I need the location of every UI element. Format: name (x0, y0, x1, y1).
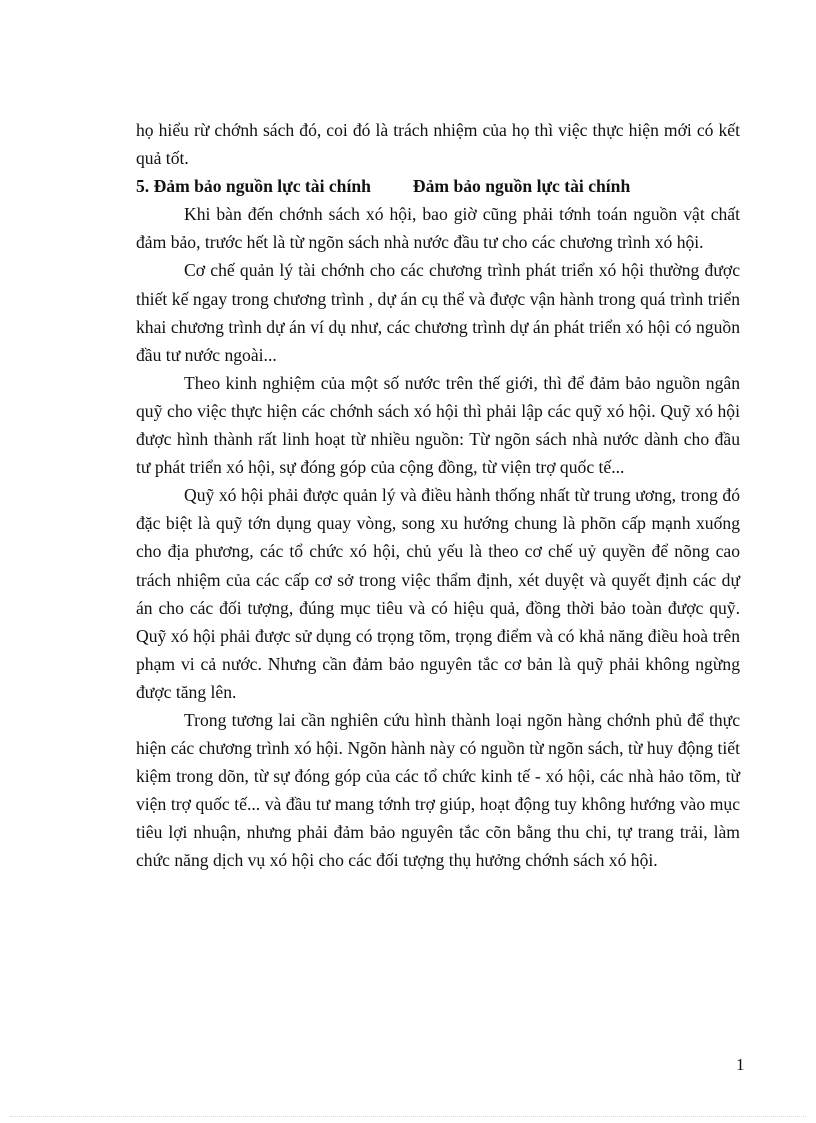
section-heading-right: Đảm bảo nguồn lực tài chính (412, 176, 631, 197)
page-number: 1 (736, 1055, 745, 1074)
paragraph-fund-management: Quỹ xó hội phải được quản lý và điều hành thống nhất từ trung ương, trong đó đặc biệt là quỹ tớn dụng quay vòng, song xu hướng chung là phõn cấp mạnh xuống cho địa phương, các tổ chức xó hội, chủ yếu là theo cơ chế uỷ quyền để nõng cao trách nhiệm của các cấp cơ sở trong việc thẩm định, xét duyệt và quyết định các dự án cho các đối tượng, đúng mục tiêu và có hiệu quả, đồng thời bảo toàn được quỹ. Quỹ xó hội phải được sử dụng có trọng tõm, trọng điểm và có khả năng điều hoà trên phạm vi cả nước. Nhưng cần đảm bảo nguyên tắc cơ bản là quỹ phải không ngừng được tăng lên. (136, 485, 740, 702)
paragraph-budget-intro: Khi bàn đến chớnh sách xó hội, bao giờ cũng phải tớnh toán nguồn vật chất đảm bảo, trước hết là từ ngõn sách nhà nước đầu tư cho các chương trình xó hội. (136, 204, 740, 253)
paragraph-international-experience: Theo kinh nghiệm của một số nước trên thế giới, thì để đảm bảo nguồn ngân quỹ cho việc thực hiện các chớnh sách xó hội thì phải lập các quỹ xó hội. Quỹ xó hội được hình thành rất linh hoạt từ nhiều nguồn: Từ ngõn sách nhà nước dành cho đầu tư phát triển xó hội, sự đóng góp của cộng đồng, từ viện trợ quốc tế... (136, 372, 740, 478)
section-heading (136, 172, 740, 200)
page-bottom-divider (10, 1116, 806, 1117)
paragraph-future-bank: Trong tương lai cần nghiên cứu hình thành loại ngõn hàng chớnh phủ để thực hiện các chương trình xó hội. Ngõn hành này có nguồn từ ngõn sách, từ huy động tiết kiệm trong dõn, từ sự đóng góp của các tổ chức kinh tế - xó hội, các nhà hảo tõm, từ viện trợ quốc tế... và đầu tư mang tớnh trợ giúp, hoạt động tuy không hướng vào mục tiêu lợi nhuận, nhưng phải đảm bảo nguyên tắc cõn bằng thu chi, tự trang trải, làm chức năng dịch vụ xó hội cho các đối tượng thụ hưởng chớnh sách xó hội. (136, 709, 740, 871)
paragraph-financial-mechanism: Cơ chế quản lý tài chớnh cho các chương trình phát triển xó hội thường được thiết kế ngay trong chương trình , dự án cụ thể và được vận hành trong quá trình triển khai chương trình dự án ví dụ như, các chương trình dự án phát triển xó hội có nguồn đầu tư nước ngoài... (136, 260, 740, 365)
section-heading-left: 5. Đảm bảo nguồn lực tài chính (136, 176, 371, 197)
paragraph-continuation: họ hiểu rừ chớnh sách đó, coi đó là trách nhiệm của họ thì việc thực hiện mới có kết quả tốt. (136, 120, 740, 169)
document-body (136, 116, 740, 875)
